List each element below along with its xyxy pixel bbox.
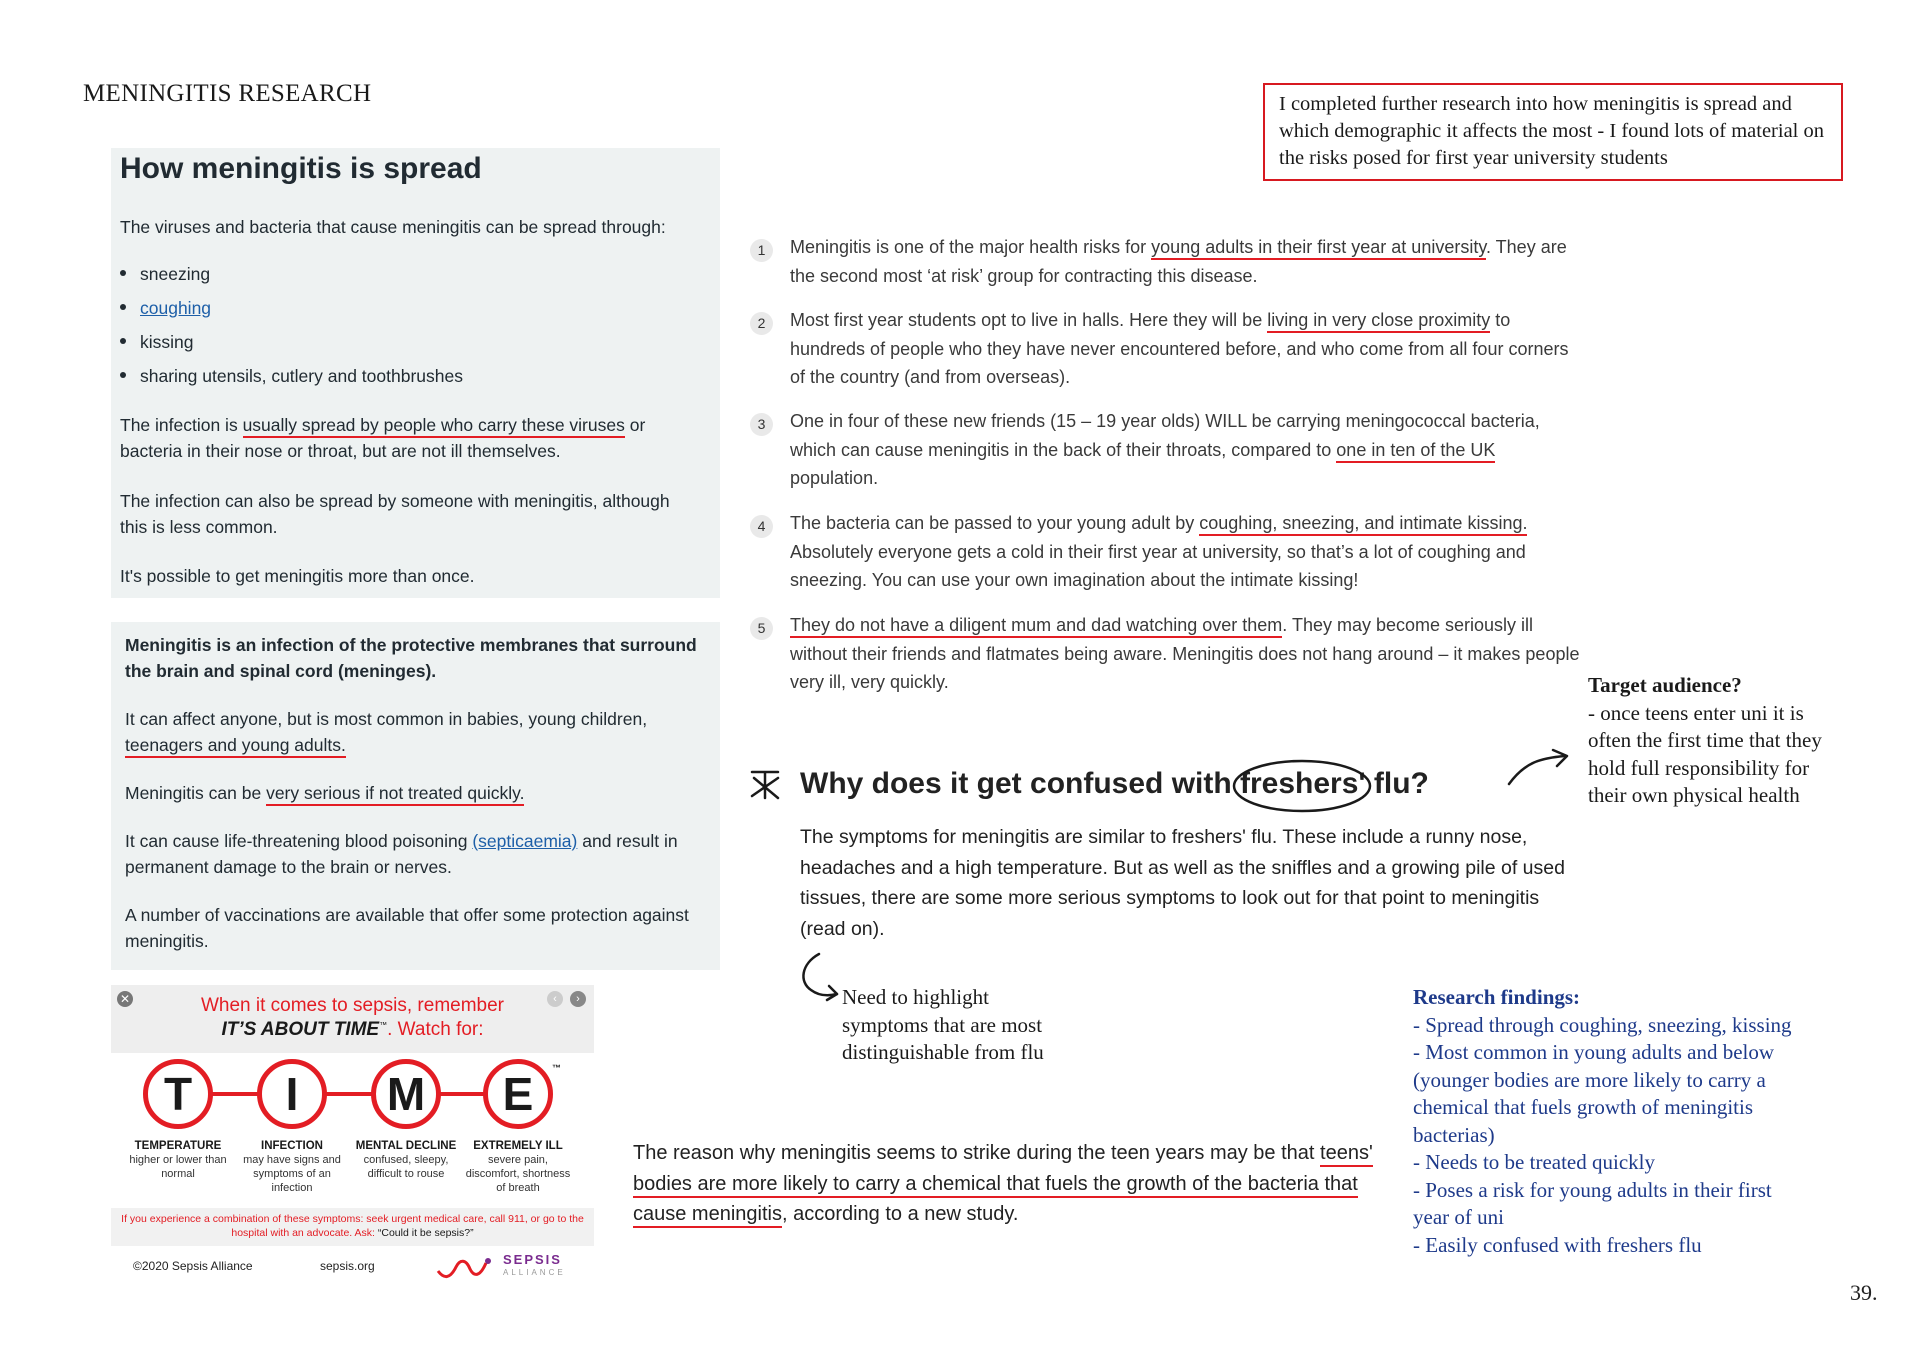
definition-paragraph-2: Meningitis can be very serious if not treated quickly.: [125, 780, 710, 806]
research-findings: Research findings: - Spread through coughing, sneezing, kissing - Most common in young adults and below (younger bodies are more likely to carry a chemical that fuels growth of meningitis bacterias) - Needs to be treated quickly - Poses a risk for young adults in their first year of uni - Easily confused with freshers flu: [1413, 985, 1792, 1257]
spread-paragraph-1: The infection is usually spread by people who carry these viruses or bacteria in their nose or throat, but are not ill themselves.: [120, 415, 646, 461]
bullet-item: sneezing: [120, 264, 210, 285]
curved-arrow-icon: [797, 950, 843, 1006]
number-badge: 5: [750, 617, 773, 640]
number-badge: 1: [750, 239, 773, 262]
highlight-note: Need to highlight symptoms that are most distinguishable from flu: [842, 985, 1044, 1064]
freshers-circled-word: freshers: [1240, 767, 1358, 801]
definition-intro: Meningitis is an infection of the protective membranes that surround the brain and spinal cord (meninges).: [125, 635, 697, 681]
sepsis-time-graphic: [111, 985, 594, 1283]
close-icon[interactable]: ✕: [117, 991, 133, 1007]
sepsis-copyright: ©2020 Sepsis Alliance: [133, 1259, 253, 1273]
letter-e-circle: E: [483, 1059, 553, 1129]
page-number: 39.: [1850, 1280, 1878, 1305]
spread-panel: [111, 148, 720, 598]
list-item: Meningitis is one of the major health risks for young adults in their first year at university. They are the second most ‘at risk’ group for contracting this disease.: [790, 237, 1567, 286]
bullet-item: kissing: [120, 332, 194, 353]
number-badge: 4: [750, 515, 773, 538]
chevron-right-icon[interactable]: ›: [570, 991, 586, 1007]
time-label: EXTREMELY ILL severe pain, discomfort, shortness of breath: [465, 1140, 571, 1194]
definition-panel: [111, 622, 720, 970]
time-connector-line: [177, 1092, 527, 1096]
time-label: TEMPERATURE higher or lower than normal: [129, 1140, 227, 1180]
definition-paragraph-1: It can affect anyone, but is most common in babies, young children, teenagers and young adults.: [125, 706, 710, 758]
arrow-up-right-icon: [1505, 748, 1575, 788]
hand-drawn-circle-icon: [1228, 757, 1378, 815]
time-label: INFECTION may have signs and symptoms of an infection: [243, 1140, 341, 1194]
spread-paragraph-2: The infection can also be spread by someone with meningitis, although this is less common.: [120, 491, 670, 537]
sepsis-website: sepsis.org: [320, 1259, 375, 1273]
freshers-body: The symptoms for meningitis are similar to freshers' flu. These include a runny nose, headaches and a high temperature. But as well as the sniffles and a growing pile of used tissues, there are some more serious symptoms to look out for that point to meningitis (read on).: [800, 826, 1565, 940]
definition-paragraph-3: It can cause life-threatening blood poisoning (septicaemia) and result in permanent damage to the brain or nerves.: [125, 831, 678, 877]
letter-t-circle: T: [143, 1059, 213, 1129]
spread-paragraph-3: It's possible to get meningitis more than once.: [120, 566, 475, 586]
freshers-heading: Why does it get confused with freshers ' flu?: [800, 767, 1429, 801]
number-badge: 3: [750, 413, 773, 436]
sepsis-line-1: When it comes to sepsis, remember: [200, 995, 505, 1016]
letter-i-circle: I: [257, 1059, 327, 1129]
sepsis-logo-subtext: ALLIANCE: [503, 1268, 566, 1277]
trademark-mark: ™: [552, 1063, 561, 1073]
bullet-item: sharing utensils, cutlery and toothbrushes: [120, 366, 463, 387]
sepsis-logo-text: SEPSIS: [503, 1252, 562, 1267]
septicaemia-link[interactable]: (septicaemia): [472, 831, 578, 851]
sepsis-logo-icon: [436, 1255, 496, 1279]
spread-heading: How meningitis is spread: [120, 152, 482, 185]
study-paragraph: The reason why meningitis seems to strike during the teen years may be that teens' bodies are more likely to carry a chemical that fuels the growth of the bacteria that cause meningitis, according to a new study.: [633, 1138, 1373, 1230]
number-badge: 2: [750, 312, 773, 335]
sepsis-header: [111, 985, 594, 1053]
definition-paragraph-4: A number of vaccinations are available that offer some protection against meningitis.: [125, 905, 689, 951]
time-label: MENTAL DECLINE confused, sleepy, difficult to rouse: [355, 1140, 457, 1180]
sepsis-warning: If you experience a combination of these symptoms: seek urgent medical care, call 911, or go to the hospital with an advocate. Ask: “Could it be sepsis?”: [111, 1208, 594, 1246]
chevron-left-icon[interactable]: ‹: [547, 991, 563, 1007]
sepsis-line-2: IT’S ABOUT TIME™. Watch for:: [221, 1019, 484, 1040]
bullet-item-link[interactable]: coughing: [120, 298, 211, 319]
letter-m-circle: M: [371, 1059, 441, 1129]
target-audience-note: Target audience? - once teens enter uni it is often the first time that they hold full responsibility for their own physical health: [1588, 673, 1822, 807]
list-item: One in four of these new friends (15 – 19 year olds) WILL be carrying meningococcal bacteria, which can cause meningitis in the back of their throats, compared to one in ten of the UK population.: [790, 411, 1540, 488]
list-item: Most first year students opt to live in halls. Here they will be living in very close proximity to hundreds of people who they have never encountered before, and who come from all four corners of the country (and from overseas).: [790, 310, 1569, 387]
page-title: MENINGITIS RESEARCH: [83, 80, 372, 107]
asterisk-doodle-icon: [748, 768, 782, 802]
research-note-box: I completed further research into how meningitis is spread and which demographic it affects the most - I found lots of material on the risks posed for first year university students: [1263, 83, 1843, 181]
spread-intro: The viruses and bacteria that cause meningitis can be spread through:: [120, 217, 666, 237]
list-item: The bacteria can be passed to your young adult by coughing, sneezing, and intimate kissing. Absolutely everyone gets a cold in their first year at university, so that’s a lot of coughing and sneezing. You can use your own imagination about the intimate kissing!: [790, 513, 1528, 590]
list-item: They do not have a diligent mum and dad watching over them. They may become seriously ill without their friends and flatmates being aware. Meningitis does not hang around – it makes people very ill, very quickly.: [790, 615, 1580, 692]
